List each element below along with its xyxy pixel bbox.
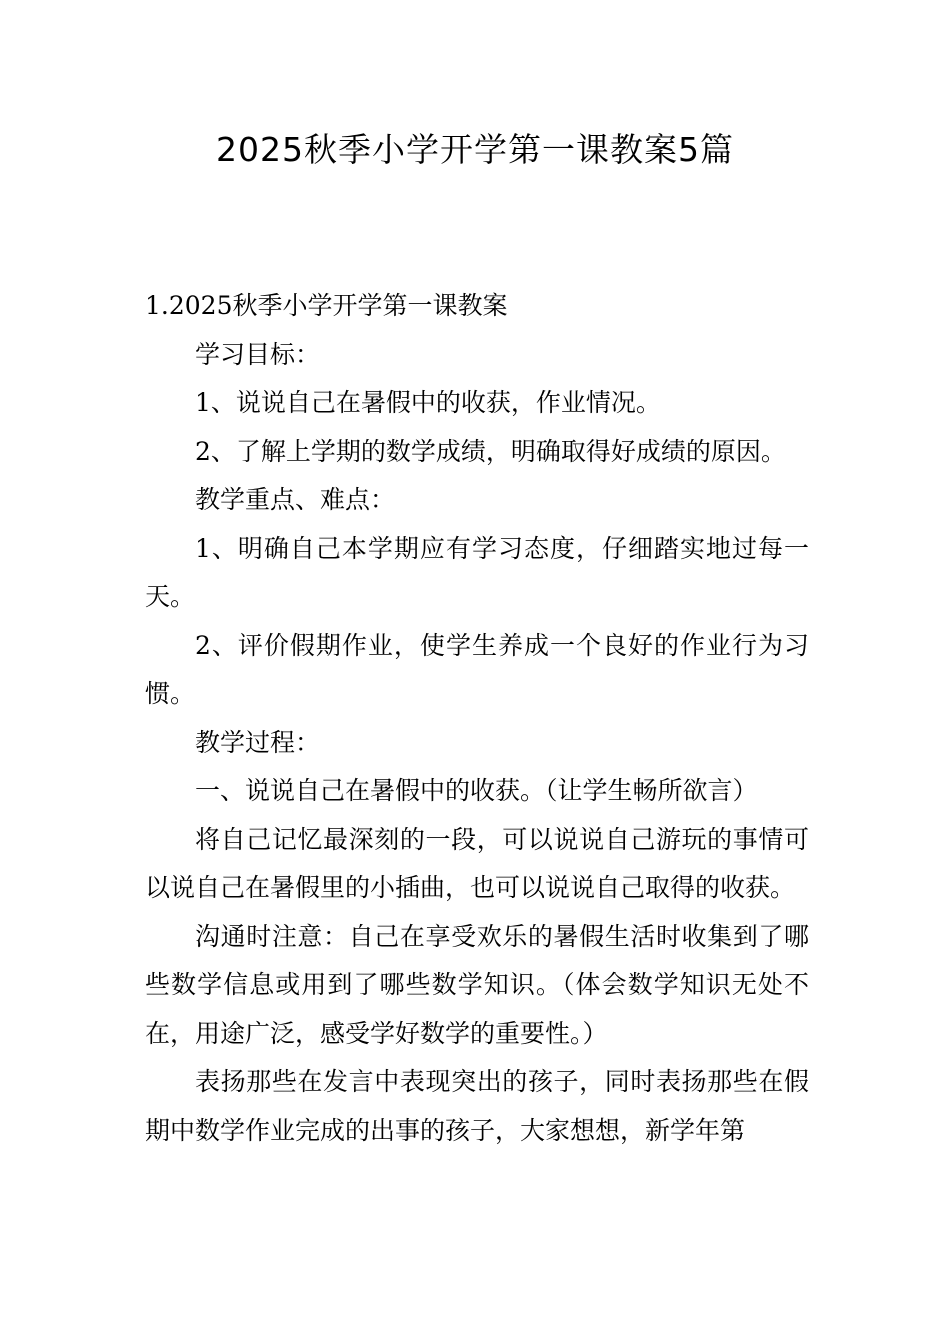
paragraph-communication: 沟通时注意：自己在享受欢乐的暑假生活时收集到了哪些数学信息或用到了哪些数学知识。（体会数学知识无处不在，用途广泛，感受学好数学的重要性。） bbox=[145, 921, 809, 1048]
paragraph-goal-2: 2、了解上学期的数学成绩，明确取得好成绩的原因。 bbox=[195, 436, 786, 466]
paragraph-learning-goals-label: 学习目标： bbox=[195, 339, 321, 369]
paragraph-process-label: 教学过程： bbox=[195, 727, 321, 757]
document-body bbox=[145, 282, 809, 1155]
paragraph-step-1: 一、说说自己在暑假中的收获。（让学生畅所欲言） bbox=[195, 776, 758, 805]
document-title: 2025秋季小学开学第一课教案5篇 bbox=[216, 130, 734, 169]
paragraph-memory: 将自己记忆最深刻的一段，可以说说自己游玩的事情可以说自己在暑假里的小插曲，也可以说说自己取得的收获。 bbox=[145, 824, 809, 902]
paragraph-key-point-1: 1、明确自己本学期应有学习态度，仔细踏实地过每一天。 bbox=[145, 533, 809, 611]
paragraph-key-points-label: 教学重点、难点： bbox=[195, 485, 396, 514]
paragraph-praise: 表扬那些在发言中表现突出的孩子，同时表扬那些在假期中数学作业完成的出事的孩子，大家想想，新学年第 bbox=[145, 1067, 809, 1145]
section-heading: 1.2025秋季小学开学第一课教案 bbox=[145, 291, 508, 320]
paragraph-goal-1: 1、说说自己在暑假中的收获，作业情况。 bbox=[195, 388, 661, 417]
paragraph-key-point-2: 2、评价假期作业，使学生养成一个良好的作业行为习惯。 bbox=[145, 630, 809, 708]
